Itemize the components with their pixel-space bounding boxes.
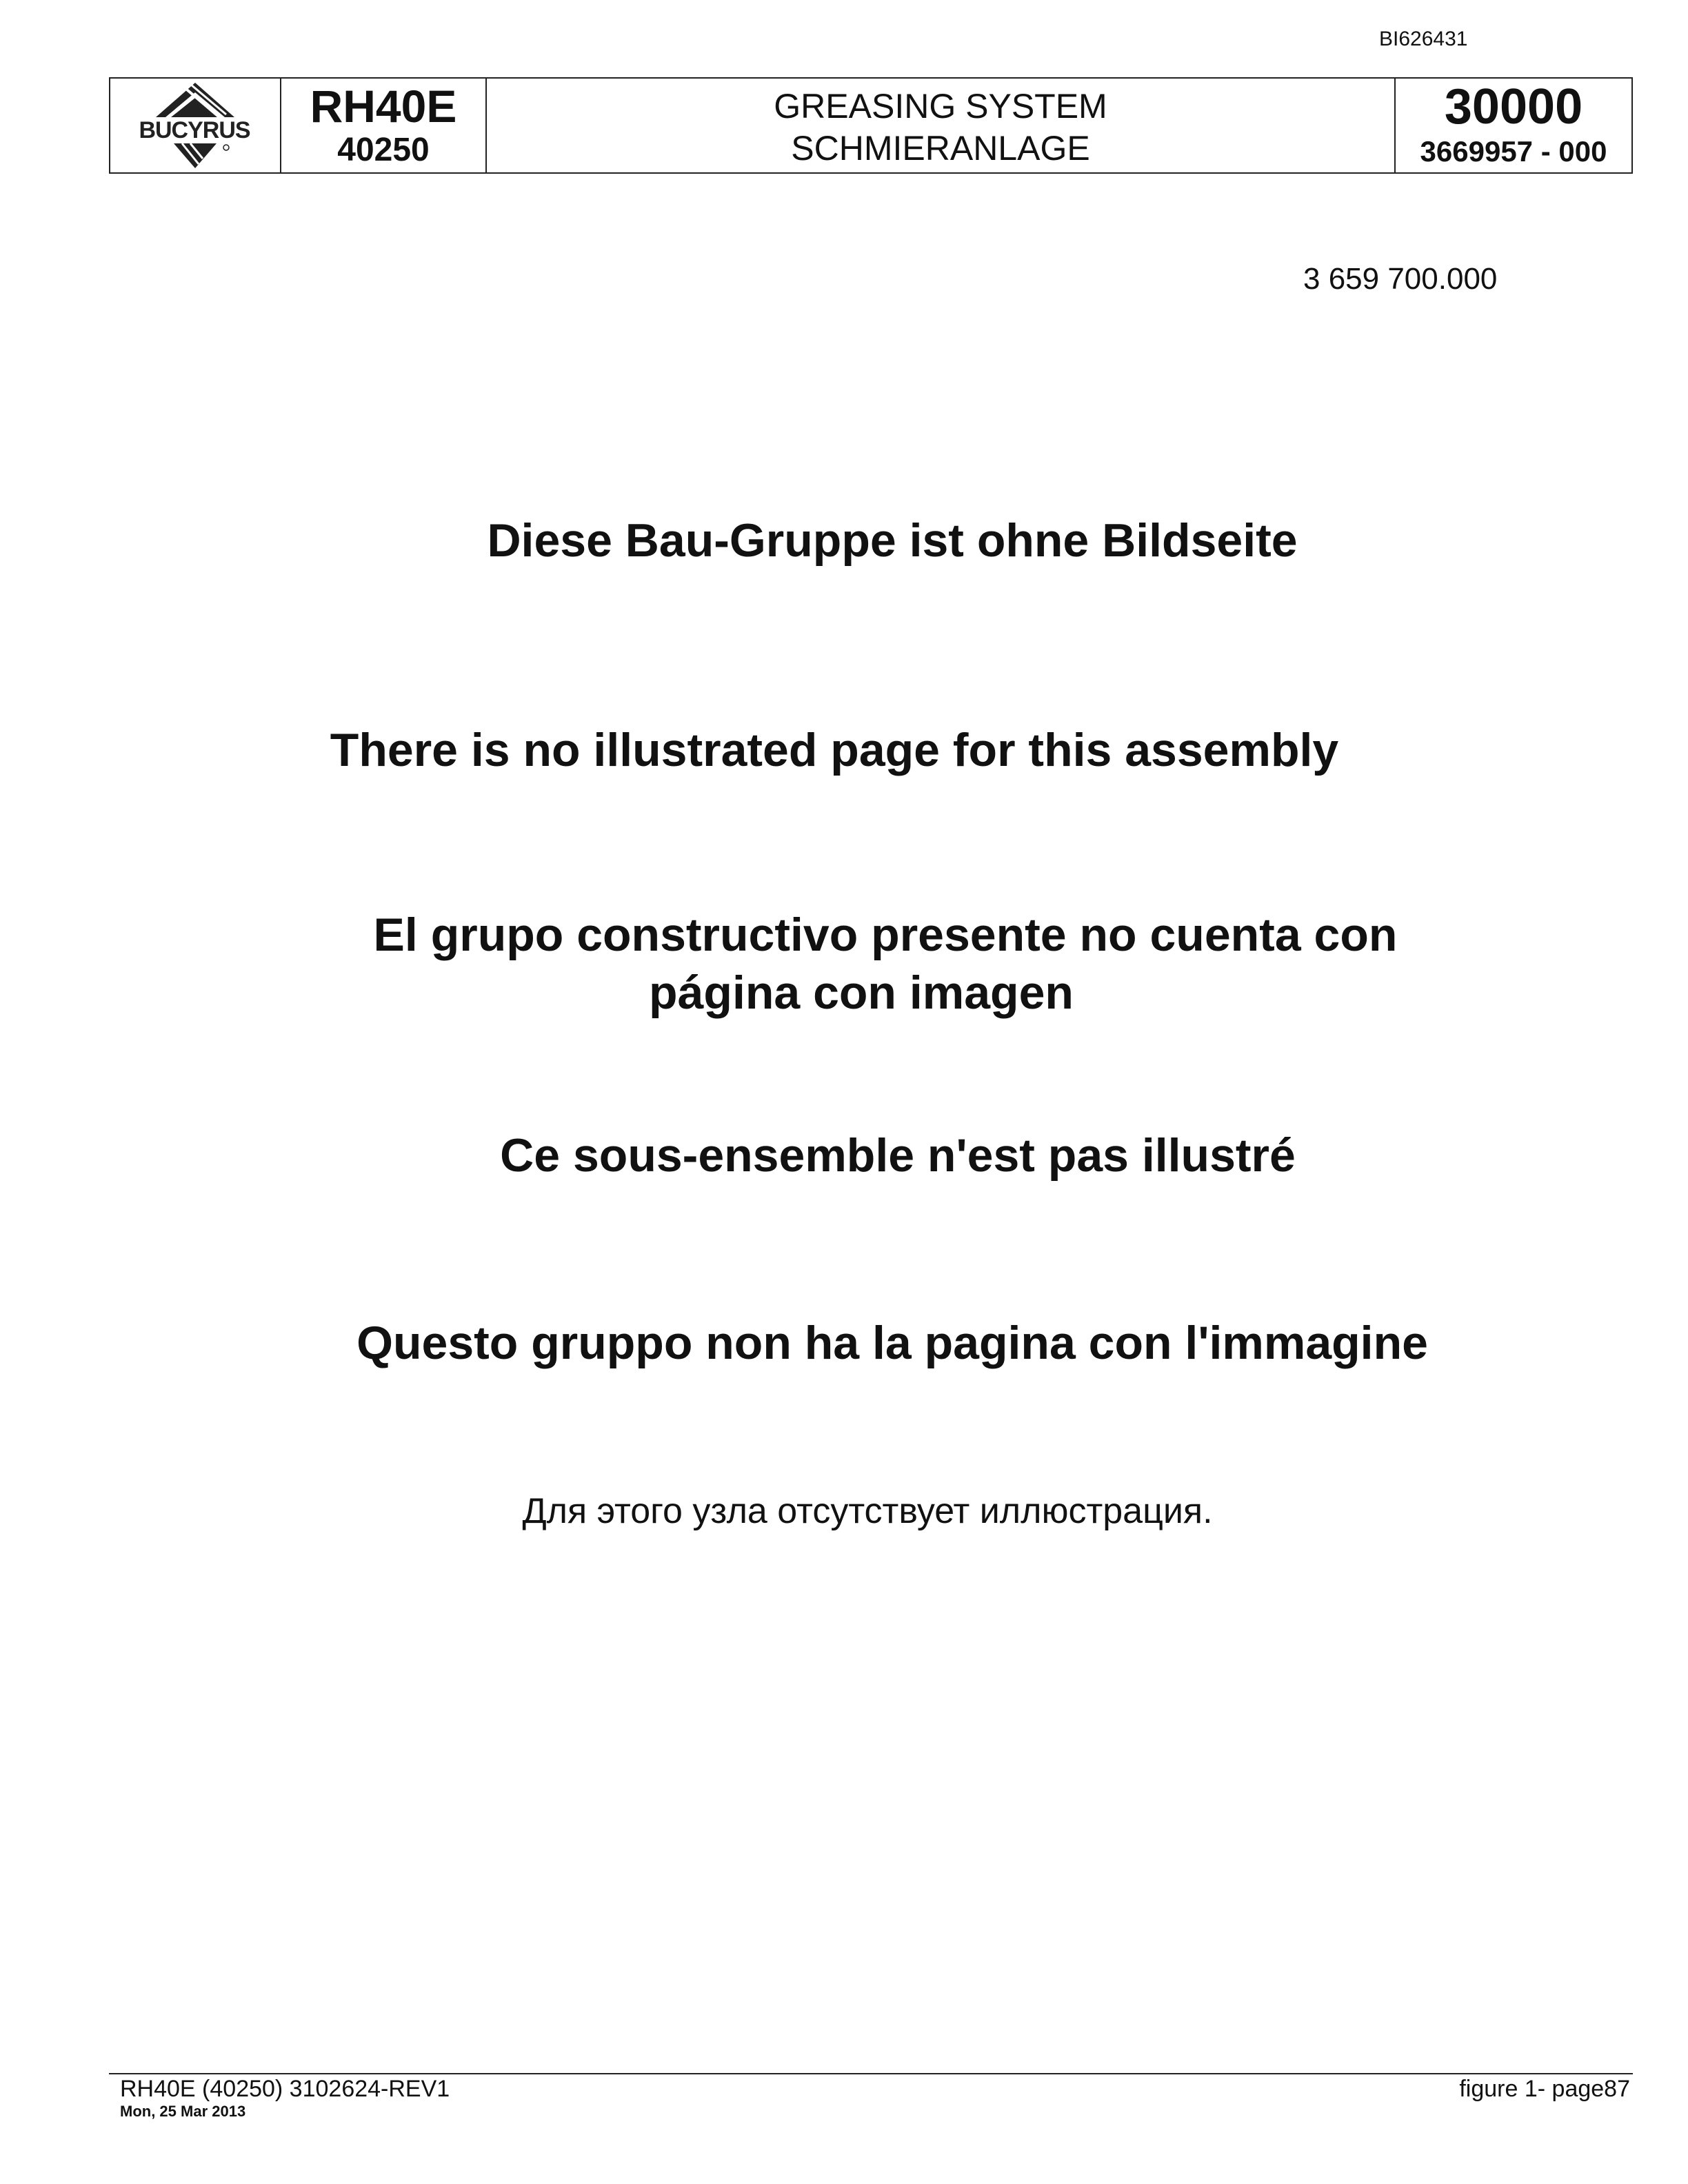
message-spanish (41, 906, 1688, 1022)
logo-cell (110, 79, 281, 172)
number-cell (1396, 79, 1631, 172)
title-cell (487, 79, 1396, 172)
footer-date: Mon, 25 Mar 2013 (120, 2103, 246, 2120)
message-english: There is no illustrated page for this assembly (330, 724, 1339, 776)
message-german: Diese Bau-Gruppe ist ohne Bildseite (487, 514, 1298, 567)
assembly-number: 3 659 700.000 (1303, 262, 1498, 296)
document-id: BI626431 (1379, 28, 1468, 50)
machine-model: RH40E (310, 81, 457, 132)
title-english: GREASING SYSTEM (774, 87, 1107, 125)
title-block (109, 77, 1633, 174)
logo-wordmark: BUCYRUS (139, 117, 250, 143)
footer-divider (109, 2073, 1633, 2074)
serial-number: 40250 (337, 132, 430, 168)
footer-document-ref: RH40E (40250) 3102624-REV1 (120, 2076, 450, 2102)
message-french: Ce sous-ensemble n'est pas illustré (500, 1129, 1296, 1182)
bucyrus-logo (116, 77, 274, 174)
message-italian: Questo gruppo non ha la pagina con l'immagine (356, 1317, 1428, 1369)
message-spanish-line1: El grupo constructivo presente no cuenta con (373, 909, 1398, 961)
message-russian: Для этого узла отсутствует иллюстрация. (522, 1491, 1213, 1531)
footer-page-ref: figure 1- page87 (1459, 2076, 1630, 2102)
model-cell (281, 79, 487, 172)
part-number: 3669957 - 000 (1420, 135, 1607, 168)
message-spanish-line2: página con imagen (649, 967, 1074, 1019)
group-number: 30000 (1444, 79, 1583, 134)
title-german: SCHMIERANLAGE (791, 129, 1090, 168)
